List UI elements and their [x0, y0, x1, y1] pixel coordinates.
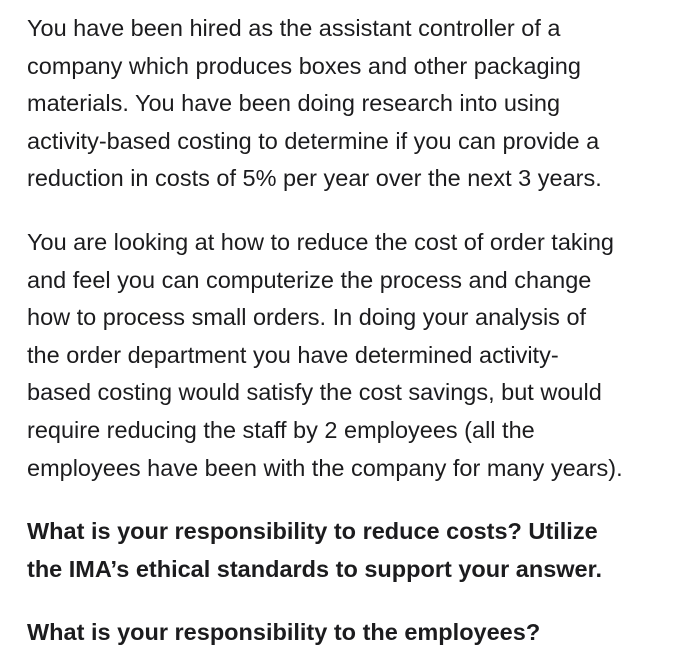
text-line: You are looking at how to reduce the cost of order taking	[27, 228, 615, 255]
text-line: the IMA’s ethical standards to support your answer.	[27, 555, 603, 582]
document-body	[27, 10, 677, 652]
question-cost-responsibility	[27, 513, 677, 588]
analysis-paragraph	[27, 224, 677, 487]
text-line: You have been hired as the assistant controller of a	[27, 15, 561, 41]
text-line: What is your responsibility to the employees?	[27, 619, 541, 646]
text-line: the order department you have determined activity-	[27, 341, 559, 368]
text-line: reduction in costs of 5% per year over the next 3 years.	[27, 165, 602, 192]
text-line: What is your responsibility to reduce costs? Utilize	[27, 518, 598, 545]
text-line: and feel you can computerize the process and change	[27, 266, 592, 293]
text-line: based costing would satisfy the cost savings, but would	[27, 379, 602, 406]
text-line: how to process small orders. In doing your analysis of	[27, 304, 587, 331]
text-line: materials. You have been doing research into using	[27, 90, 561, 117]
text-line: employees have been with the company for many years).	[27, 454, 623, 481]
text-line: activity-based costing to determine if you can provide a	[27, 127, 600, 154]
intro-paragraph	[27, 10, 677, 198]
text-line: require reducing the staff by 2 employees (all the	[27, 416, 535, 443]
text-line: company which produces boxes and other packaging	[27, 52, 581, 79]
question-employee-responsibility	[27, 614, 677, 652]
